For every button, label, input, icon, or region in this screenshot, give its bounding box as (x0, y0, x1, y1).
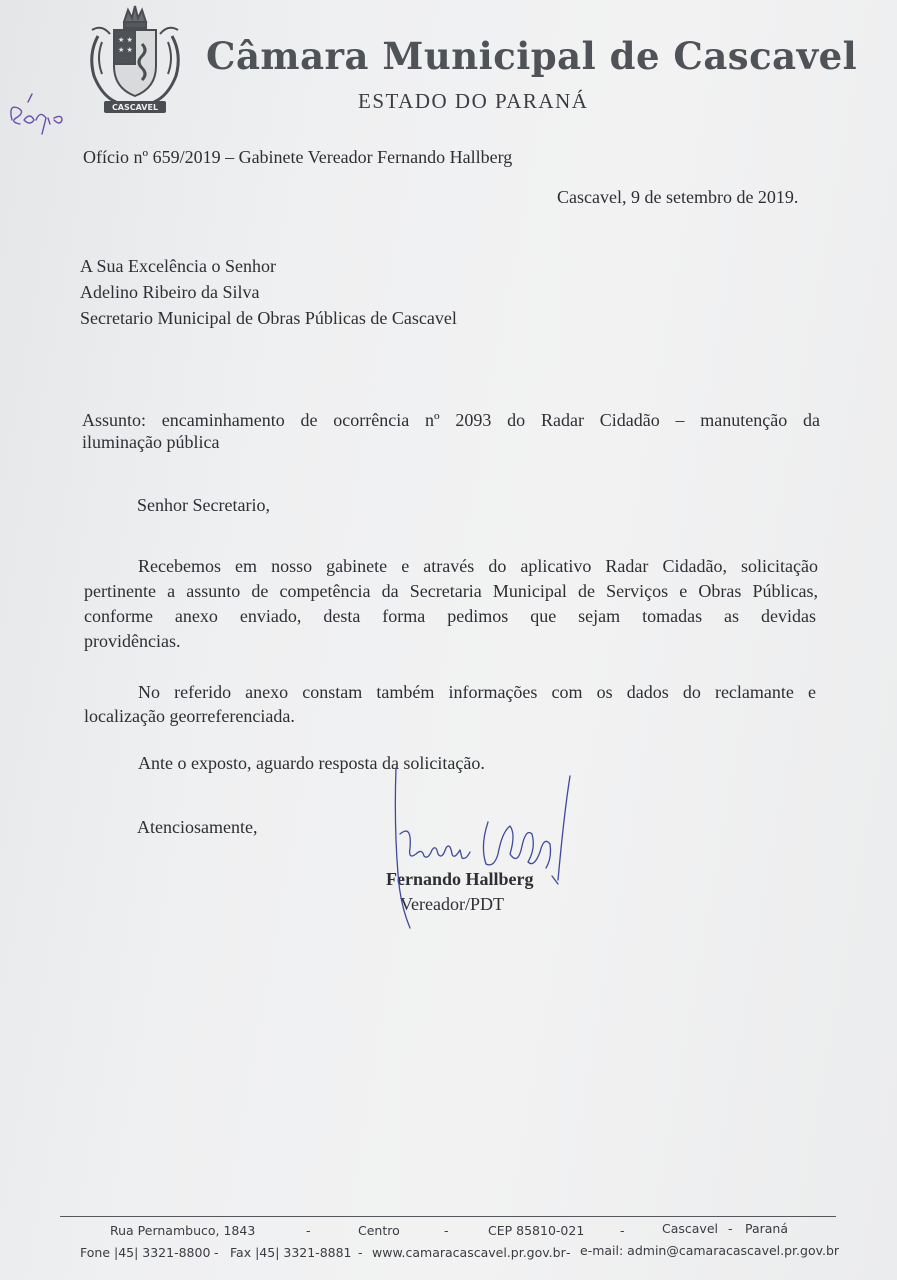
footer-separator: - (444, 1223, 449, 1238)
paragraph-line: providências. (84, 631, 181, 651)
footer-separator: - (728, 1221, 733, 1236)
subject-line: Assunto: encaminhamento de ocorrência nº 2093 do Radar Cidadão – manutenção da (82, 410, 820, 430)
footer-separator: - (566, 1245, 571, 1260)
footer-address: Rua Pernambuco, 1843 (110, 1223, 256, 1238)
paragraph-line: No referido anexo constam também informações com os dados do reclamante e (138, 682, 816, 702)
letter-reference: Ofício nº 659/2019 – Gabinete Vereador Fernando Hallberg (83, 147, 513, 167)
paragraph-line: pertinente a assunto de competência da Secretaria Municipal de Serviços e Obras Públicas, (84, 581, 818, 601)
footer-email-link[interactable]: e-mail: admin@camaracascavel.pr.gov.br (580, 1243, 840, 1258)
footer-separator: - (620, 1223, 625, 1238)
subject-line: iluminação pública (82, 432, 220, 452)
recipient-line: Adelino Ribeiro da Silva (80, 282, 260, 302)
footer-separator: - (306, 1223, 311, 1238)
paragraph-line: Recebemos em nosso gabinete e através do aplicativo Radar Cidadão, solicitação (138, 556, 818, 576)
salutation: Senhor Secretario, (137, 495, 270, 515)
footer-cep: CEP 85810-021 (488, 1223, 585, 1238)
footer-divider (60, 1216, 836, 1217)
handwritten-copy-note (6, 90, 68, 142)
paragraph-line: localização georreferenciada. (84, 706, 295, 726)
signer-name: Fernando Hallberg (386, 869, 534, 889)
footer-fax: Fax |45| 3321-8881 (230, 1245, 352, 1260)
svg-text:★ ★: ★ ★ (118, 36, 133, 44)
closing: Atenciosamente, (137, 817, 258, 837)
state-subtitle: ESTADO DO PARANÁ (358, 89, 589, 113)
footer-district: Centro (358, 1223, 400, 1238)
footer-city: Cascavel (662, 1221, 718, 1236)
footer-separator: - (358, 1245, 363, 1260)
institution-title: Câmara Municipal de Cascavel (206, 34, 858, 78)
footer-phone: Fone |45| 3321-8800 (80, 1245, 211, 1260)
footer-website-link[interactable]: www.camaracascavel.pr.gov.br (372, 1245, 566, 1260)
place-date: Cascavel, 9 de setembro de 2019. (557, 187, 799, 207)
recipient-line: A Sua Excelência o Senhor (80, 256, 276, 276)
signer-role: Vereador/PDT (400, 894, 504, 914)
footer-separator: - (214, 1245, 219, 1260)
footer-state: Paraná (745, 1221, 789, 1236)
recipient-line: Secretario Municipal de Obras Públicas de Cascavel (80, 308, 457, 328)
closing-paragraph: Ante o exposto, aguardo resposta da solicitação. (138, 753, 485, 773)
paragraph-line: conforme anexo enviado, desta forma pedimos que sejam tomadas as devidas (84, 606, 816, 626)
svg-text:★ ★: ★ ★ (118, 46, 133, 54)
handwritten-signature (382, 764, 582, 934)
coat-of-arms-seal-icon (84, 4, 186, 122)
seal-banner-text: CASCAVEL (111, 103, 159, 112)
